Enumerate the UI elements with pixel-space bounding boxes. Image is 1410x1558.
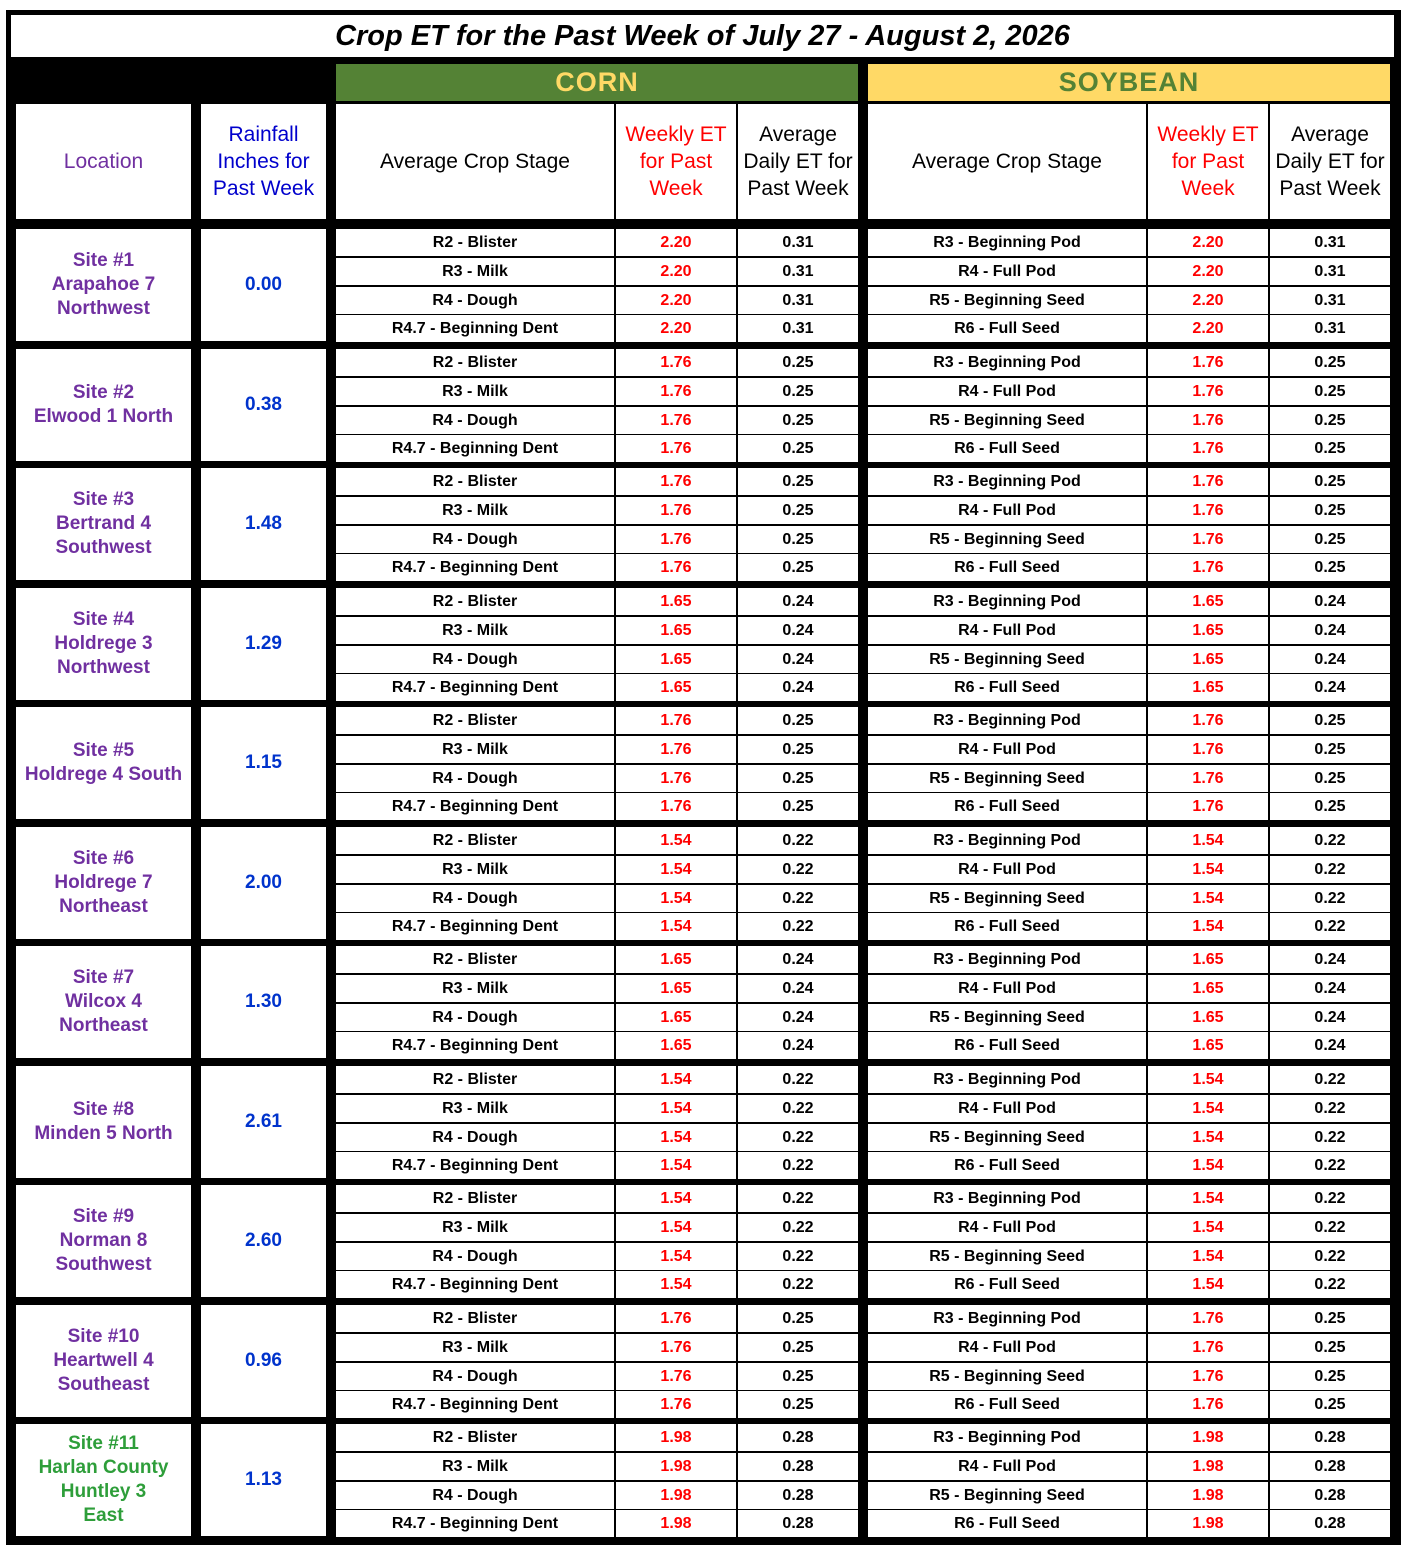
soy-stage: R4 - Full Pod — [868, 497, 1146, 524]
corn-daily-et: 0.22 — [738, 1095, 858, 1122]
site-location: Site #8 Minden 5 North — [16, 1066, 191, 1178]
soy-weekly-et: 1.65 — [1148, 1004, 1268, 1031]
soy-weekly-et: 1.76 — [1148, 765, 1268, 792]
location-header: Location — [16, 104, 191, 219]
soy-daily-et: 0.25 — [1270, 1391, 1390, 1418]
corn-weekly-et: 1.54 — [616, 1152, 736, 1179]
soy-daily-et: 0.31 — [1270, 287, 1390, 314]
corn-weekly-et: 1.54 — [616, 856, 736, 883]
soy-weekly-et: 1.76 — [1148, 554, 1268, 581]
soy-stage: R5 - Beginning Seed — [868, 1124, 1146, 1151]
corn-daily-et: 0.25 — [738, 407, 858, 434]
corn-daily-et: 0.22 — [738, 1185, 858, 1212]
soy-weekly-et: 1.65 — [1148, 646, 1268, 673]
soy-weekly-et: 1.76 — [1148, 468, 1268, 495]
corn-stage: R2 - Blister — [336, 707, 614, 734]
soy-daily-et: 0.22 — [1270, 1243, 1390, 1270]
soy-weekly-et-header: Weekly ET for Past Week — [1148, 104, 1268, 219]
corn-weekly-et: 2.20 — [616, 315, 736, 342]
soy-weekly-et: 1.65 — [1148, 588, 1268, 615]
corn-daily-et: 0.22 — [738, 885, 858, 912]
soy-daily-et: 0.25 — [1270, 1363, 1390, 1390]
corn-stage: R2 - Blister — [336, 588, 614, 615]
soy-daily-et: 0.24 — [1270, 1032, 1390, 1059]
soy-weekly-et: 1.54 — [1148, 913, 1268, 940]
corn-daily-et: 0.24 — [738, 1004, 858, 1031]
soy-weekly-et: 1.54 — [1148, 1152, 1268, 1179]
corn-weekly-et: 1.76 — [616, 554, 736, 581]
soy-stage: R6 - Full Seed — [868, 1152, 1146, 1179]
corn-daily-et: 0.25 — [738, 736, 858, 763]
soy-daily-et: 0.22 — [1270, 913, 1390, 940]
soy-daily-et: 0.25 — [1270, 1305, 1390, 1332]
corn-stage: R3 - Milk — [336, 1334, 614, 1361]
corn-daily-et: 0.25 — [738, 497, 858, 524]
corn-daily-et: 0.25 — [738, 378, 858, 405]
corn-daily-et: 0.28 — [738, 1424, 858, 1451]
corn-weekly-et: 1.98 — [616, 1424, 736, 1451]
corn-weekly-et-header: Weekly ET for Past Week — [616, 104, 736, 219]
soy-stage-header: Average Crop Stage — [868, 104, 1146, 219]
site-rainfall: 0.38 — [201, 349, 326, 461]
corn-daily-et: 0.31 — [738, 287, 858, 314]
soy-weekly-et: 1.65 — [1148, 975, 1268, 1002]
soy-daily-et: 0.28 — [1270, 1510, 1390, 1537]
soy-weekly-et: 1.76 — [1148, 1305, 1268, 1332]
corn-daily-et: 0.24 — [738, 674, 858, 701]
corn-stage: R3 - Milk — [336, 258, 614, 285]
soy-weekly-et: 1.54 — [1148, 1271, 1268, 1298]
soy-stage: R6 - Full Seed — [868, 1510, 1146, 1537]
corn-daily-et: 0.31 — [738, 315, 858, 342]
corn-weekly-et: 1.76 — [616, 378, 736, 405]
soy-daily-et: 0.22 — [1270, 1271, 1390, 1298]
corn-stage: R3 - Milk — [336, 1453, 614, 1480]
corn-stage: R4 - Dough — [336, 885, 614, 912]
corn-stage: R2 - Blister — [336, 1066, 614, 1093]
soy-stage: R6 - Full Seed — [868, 913, 1146, 940]
corn-stage: R3 - Milk — [336, 1214, 614, 1241]
soy-weekly-et: 1.98 — [1148, 1510, 1268, 1537]
site-location: Site #1 Arapahoe 7 Northwest — [16, 229, 191, 341]
soy-weekly-et: 1.76 — [1148, 736, 1268, 763]
site-rainfall: 2.60 — [201, 1185, 326, 1297]
soy-weekly-et: 1.54 — [1148, 1243, 1268, 1270]
corn-daily-et: 0.22 — [738, 827, 858, 854]
soy-weekly-et: 1.54 — [1148, 1185, 1268, 1212]
corn-weekly-et: 1.54 — [616, 1066, 736, 1093]
soy-stage: R3 - Beginning Pod — [868, 1424, 1146, 1451]
corn-weekly-et: 1.76 — [616, 1334, 736, 1361]
corn-daily-et: 0.24 — [738, 946, 858, 973]
corn-stage: R2 - Blister — [336, 349, 614, 376]
corn-daily-et: 0.25 — [738, 468, 858, 495]
soy-weekly-et: 1.76 — [1148, 435, 1268, 462]
soy-weekly-et: 1.98 — [1148, 1482, 1268, 1509]
corn-weekly-et: 1.65 — [616, 975, 736, 1002]
soy-daily-et: 0.25 — [1270, 526, 1390, 553]
corn-daily-et: 0.25 — [738, 435, 858, 462]
corn-daily-et: 0.24 — [738, 1032, 858, 1059]
corn-daily-et: 0.22 — [738, 1214, 858, 1241]
corn-weekly-et: 2.20 — [616, 258, 736, 285]
site-location: Site #9 Norman 8 Southwest — [16, 1185, 191, 1297]
corn-weekly-et: 1.76 — [616, 793, 736, 820]
soy-daily-et: 0.22 — [1270, 856, 1390, 883]
soy-stage: R6 - Full Seed — [868, 1391, 1146, 1418]
corn-daily-et: 0.25 — [738, 526, 858, 553]
corn-weekly-et: 1.54 — [616, 913, 736, 940]
corn-stage: R4.7 - Beginning Dent — [336, 1391, 614, 1418]
corn-weekly-et: 1.76 — [616, 1305, 736, 1332]
soy-daily-et: 0.24 — [1270, 674, 1390, 701]
site-location: Site #10 Heartwell 4 Southeast — [16, 1305, 191, 1417]
corn-daily-et: 0.25 — [738, 554, 858, 581]
soy-stage: R4 - Full Pod — [868, 258, 1146, 285]
soy-weekly-et: 1.76 — [1148, 1363, 1268, 1390]
corn-stage: R4 - Dough — [336, 1243, 614, 1270]
soy-stage: R5 - Beginning Seed — [868, 885, 1146, 912]
soy-daily-et: 0.25 — [1270, 765, 1390, 792]
soy-daily-et: 0.22 — [1270, 827, 1390, 854]
corn-daily-et: 0.25 — [738, 349, 858, 376]
soy-daily-et: 0.25 — [1270, 1334, 1390, 1361]
soy-stage: R5 - Beginning Seed — [868, 646, 1146, 673]
soy-stage: R6 - Full Seed — [868, 674, 1146, 701]
corn-stage: R4.7 - Beginning Dent — [336, 554, 614, 581]
soy-weekly-et: 1.54 — [1148, 1214, 1268, 1241]
page-title: Crop ET for the Past Week of July 27 - August 2, 2026 — [11, 15, 1394, 57]
soy-stage: R3 - Beginning Pod — [868, 229, 1146, 256]
soy-daily-et: 0.25 — [1270, 554, 1390, 581]
corn-weekly-et: 1.54 — [616, 827, 736, 854]
corn-daily-et: 0.22 — [738, 1124, 858, 1151]
soy-stage: R3 - Beginning Pod — [868, 827, 1146, 854]
site-rainfall: 0.00 — [201, 229, 326, 341]
corn-stage: R3 - Milk — [336, 617, 614, 644]
corn-daily-et: 0.22 — [738, 1243, 858, 1270]
corn-stage: R3 - Milk — [336, 378, 614, 405]
soy-stage: R4 - Full Pod — [868, 975, 1146, 1002]
corn-weekly-et: 1.65 — [616, 674, 736, 701]
soy-daily-et: 0.22 — [1270, 1185, 1390, 1212]
corn-daily-et-header: Average Daily ET for Past Week — [738, 104, 858, 219]
corn-stage: R4.7 - Beginning Dent — [336, 1510, 614, 1537]
site-location: Site #6 Holdrege 7 Northeast — [16, 827, 191, 939]
soy-weekly-et: 2.20 — [1148, 258, 1268, 285]
corn-weekly-et: 1.65 — [616, 646, 736, 673]
soy-weekly-et: 1.65 — [1148, 946, 1268, 973]
soy-daily-et: 0.22 — [1270, 1066, 1390, 1093]
soy-daily-et: 0.24 — [1270, 946, 1390, 973]
soy-daily-et: 0.24 — [1270, 588, 1390, 615]
site-location: Site #5 Holdrege 4 South — [16, 707, 191, 819]
corn-weekly-et: 1.54 — [616, 1214, 736, 1241]
corn-daily-et: 0.22 — [738, 1152, 858, 1179]
corn-weekly-et: 1.76 — [616, 497, 736, 524]
soy-weekly-et: 1.54 — [1148, 827, 1268, 854]
soy-weekly-et: 1.76 — [1148, 1391, 1268, 1418]
soy-daily-et: 0.28 — [1270, 1453, 1390, 1480]
soy-stage: R3 - Beginning Pod — [868, 946, 1146, 973]
corn-stage: R3 - Milk — [336, 856, 614, 883]
soy-stage: R3 - Beginning Pod — [868, 468, 1146, 495]
soy-daily-et: 0.22 — [1270, 885, 1390, 912]
soy-stage: R4 - Full Pod — [868, 1453, 1146, 1480]
corn-stage: R2 - Blister — [336, 1424, 614, 1451]
corn-stage: R4.7 - Beginning Dent — [336, 1152, 614, 1179]
corn-daily-et: 0.25 — [738, 1334, 858, 1361]
corn-daily-et: 0.25 — [738, 793, 858, 820]
soy-daily-et: 0.28 — [1270, 1482, 1390, 1509]
corn-daily-et: 0.25 — [738, 707, 858, 734]
soy-stage: R3 - Beginning Pod — [868, 707, 1146, 734]
soy-stage: R4 - Full Pod — [868, 378, 1146, 405]
corn-weekly-et: 1.76 — [616, 468, 736, 495]
corn-daily-et: 0.28 — [738, 1453, 858, 1480]
corn-weekly-et: 1.76 — [616, 1363, 736, 1390]
corn-weekly-et: 1.54 — [616, 1124, 736, 1151]
corn-weekly-et: 1.65 — [616, 1032, 736, 1059]
corn-weekly-et: 1.54 — [616, 1271, 736, 1298]
soy-daily-et: 0.22 — [1270, 1124, 1390, 1151]
corn-weekly-et: 1.98 — [616, 1482, 736, 1509]
corn-weekly-et: 1.65 — [616, 946, 736, 973]
soy-weekly-et: 2.20 — [1148, 287, 1268, 314]
soy-weekly-et: 1.76 — [1148, 349, 1268, 376]
corn-stage: R3 - Milk — [336, 497, 614, 524]
soy-stage: R5 - Beginning Seed — [868, 287, 1146, 314]
corn-daily-et: 0.24 — [738, 588, 858, 615]
corn-stage: R4 - Dough — [336, 1124, 614, 1151]
corn-weekly-et: 1.76 — [616, 707, 736, 734]
corn-weekly-et: 1.76 — [616, 526, 736, 553]
corn-stage: R4 - Dough — [336, 407, 614, 434]
corn-stage: R2 - Blister — [336, 229, 614, 256]
site-rainfall: 2.61 — [201, 1066, 326, 1178]
corn-stage: R2 - Blister — [336, 1185, 614, 1212]
soy-daily-et: 0.31 — [1270, 315, 1390, 342]
soy-stage: R5 - Beginning Seed — [868, 765, 1146, 792]
site-rainfall: 1.30 — [201, 946, 326, 1058]
soy-daily-et: 0.25 — [1270, 468, 1390, 495]
soy-weekly-et: 1.76 — [1148, 1334, 1268, 1361]
soy-daily-et: 0.25 — [1270, 407, 1390, 434]
soy-weekly-et: 1.54 — [1148, 1095, 1268, 1122]
soy-stage: R4 - Full Pod — [868, 617, 1146, 644]
soy-stage: R4 - Full Pod — [868, 1334, 1146, 1361]
corn-stage: R4 - Dough — [336, 1482, 614, 1509]
corn-weekly-et: 2.20 — [616, 229, 736, 256]
soy-weekly-et: 1.65 — [1148, 1032, 1268, 1059]
corn-stage: R4.7 - Beginning Dent — [336, 315, 614, 342]
soy-stage: R4 - Full Pod — [868, 1095, 1146, 1122]
site-location: Site #11 Harlan County Huntley 3 East — [16, 1424, 191, 1536]
soy-daily-et: 0.31 — [1270, 258, 1390, 285]
soy-stage: R4 - Full Pod — [868, 1214, 1146, 1241]
site-rainfall: 1.15 — [201, 707, 326, 819]
corn-daily-et: 0.25 — [738, 1363, 858, 1390]
corn-weekly-et: 1.76 — [616, 407, 736, 434]
corn-stage: R4.7 - Beginning Dent — [336, 674, 614, 701]
corn-daily-et: 0.28 — [738, 1510, 858, 1537]
corn-weekly-et: 1.54 — [616, 1243, 736, 1270]
soy-daily-et: 0.24 — [1270, 646, 1390, 673]
corn-daily-et: 0.24 — [738, 646, 858, 673]
corn-stage: R4.7 - Beginning Dent — [336, 793, 614, 820]
corn-stage: R4.7 - Beginning Dent — [336, 913, 614, 940]
soy-weekly-et: 1.54 — [1148, 1124, 1268, 1151]
corn-daily-et: 0.22 — [738, 1066, 858, 1093]
soy-stage: R6 - Full Seed — [868, 793, 1146, 820]
soy-stage: R3 - Beginning Pod — [868, 1066, 1146, 1093]
soy-weekly-et: 1.98 — [1148, 1424, 1268, 1451]
corn-stage: R3 - Milk — [336, 975, 614, 1002]
site-rainfall: 1.13 — [201, 1424, 326, 1536]
corn-weekly-et: 1.98 — [616, 1453, 736, 1480]
soy-daily-et: 0.28 — [1270, 1424, 1390, 1451]
soy-stage: R3 - Beginning Pod — [868, 1185, 1146, 1212]
soy-weekly-et: 1.76 — [1148, 378, 1268, 405]
soy-daily-et: 0.31 — [1270, 229, 1390, 256]
site-location: Site #3 Bertrand 4 Southwest — [16, 468, 191, 580]
soy-weekly-et: 1.98 — [1148, 1453, 1268, 1480]
corn-weekly-et: 1.76 — [616, 765, 736, 792]
corn-daily-et: 0.25 — [738, 765, 858, 792]
soy-weekly-et: 2.20 — [1148, 315, 1268, 342]
soy-stage: R6 - Full Seed — [868, 315, 1146, 342]
corn-daily-et: 0.22 — [738, 1271, 858, 1298]
corn-stage: R4 - Dough — [336, 526, 614, 553]
corn-stage: R4 - Dough — [336, 1004, 614, 1031]
corn-daily-et: 0.25 — [738, 1391, 858, 1418]
site-rainfall: 2.00 — [201, 827, 326, 939]
rainfall-header: Rainfall Inches for Past Week — [201, 104, 326, 219]
corn-daily-et: 0.24 — [738, 617, 858, 644]
soy-daily-et: 0.22 — [1270, 1095, 1390, 1122]
corn-weekly-et: 1.65 — [616, 617, 736, 644]
site-rainfall: 0.96 — [201, 1305, 326, 1417]
corn-stage: R2 - Blister — [336, 1305, 614, 1332]
corn-stage: R2 - Blister — [336, 946, 614, 973]
corn-daily-et: 0.22 — [738, 913, 858, 940]
corn-weekly-et: 1.76 — [616, 435, 736, 462]
soy-weekly-et: 1.54 — [1148, 1066, 1268, 1093]
site-location: Site #7 Wilcox 4 Northeast — [16, 946, 191, 1058]
corn-weekly-et: 1.65 — [616, 588, 736, 615]
corn-stage-header: Average Crop Stage — [336, 104, 614, 219]
corn-daily-et: 0.31 — [738, 229, 858, 256]
soy-stage: R4 - Full Pod — [868, 736, 1146, 763]
corn-daily-et: 0.31 — [738, 258, 858, 285]
corn-stage: R4 - Dough — [336, 287, 614, 314]
corn-stage: R4 - Dough — [336, 646, 614, 673]
corn-weekly-et: 1.98 — [616, 1510, 736, 1537]
corn-weekly-et: 2.20 — [616, 287, 736, 314]
corn-weekly-et: 1.76 — [616, 349, 736, 376]
corn-stage: R2 - Blister — [336, 468, 614, 495]
soy-stage: R5 - Beginning Seed — [868, 407, 1146, 434]
site-rainfall: 1.29 — [201, 588, 326, 700]
soy-weekly-et: 2.20 — [1148, 229, 1268, 256]
soy-stage: R5 - Beginning Seed — [868, 1243, 1146, 1270]
soy-stage: R5 - Beginning Seed — [868, 1363, 1146, 1390]
soy-weekly-et: 1.65 — [1148, 674, 1268, 701]
corn-daily-et: 0.24 — [738, 975, 858, 1002]
soy-stage: R6 - Full Seed — [868, 1032, 1146, 1059]
corn-daily-et: 0.28 — [738, 1482, 858, 1509]
site-rainfall: 1.48 — [201, 468, 326, 580]
soy-daily-et: 0.25 — [1270, 793, 1390, 820]
site-location: Site #4 Holdrege 3 Northwest — [16, 588, 191, 700]
soy-stage: R3 - Beginning Pod — [868, 1305, 1146, 1332]
soy-daily-et: 0.22 — [1270, 1152, 1390, 1179]
soybean-header: SOYBEAN — [868, 64, 1390, 101]
soy-stage: R5 - Beginning Seed — [868, 526, 1146, 553]
corn-header: CORN — [336, 64, 858, 101]
corn-stage: R2 - Blister — [336, 827, 614, 854]
soy-weekly-et: 1.65 — [1148, 617, 1268, 644]
corn-weekly-et: 1.54 — [616, 1095, 736, 1122]
corn-weekly-et: 1.65 — [616, 1004, 736, 1031]
soy-daily-et: 0.25 — [1270, 435, 1390, 462]
soy-stage: R6 - Full Seed — [868, 554, 1146, 581]
site-location: Site #2 Elwood 1 North — [16, 349, 191, 461]
corn-weekly-et: 1.76 — [616, 1391, 736, 1418]
corn-stage: R3 - Milk — [336, 1095, 614, 1122]
soy-weekly-et: 1.54 — [1148, 885, 1268, 912]
soy-stage: R5 - Beginning Seed — [868, 1004, 1146, 1031]
corn-stage: R3 - Milk — [336, 736, 614, 763]
soy-weekly-et: 1.76 — [1148, 707, 1268, 734]
soy-daily-et: 0.24 — [1270, 617, 1390, 644]
soy-daily-et: 0.25 — [1270, 378, 1390, 405]
soy-daily-et: 0.25 — [1270, 707, 1390, 734]
soy-stage: R4 - Full Pod — [868, 856, 1146, 883]
soy-daily-et: 0.25 — [1270, 736, 1390, 763]
soy-stage: R6 - Full Seed — [868, 1271, 1146, 1298]
soy-daily-et-header: Average Daily ET for Past Week — [1270, 104, 1390, 219]
soy-stage: R3 - Beginning Pod — [868, 588, 1146, 615]
corn-weekly-et: 1.54 — [616, 1185, 736, 1212]
soy-daily-et: 0.24 — [1270, 1004, 1390, 1031]
soy-weekly-et: 1.76 — [1148, 526, 1268, 553]
soy-weekly-et: 1.76 — [1148, 407, 1268, 434]
soy-daily-et: 0.25 — [1270, 349, 1390, 376]
soy-daily-et: 0.25 — [1270, 497, 1390, 524]
soy-stage: R6 - Full Seed — [868, 435, 1146, 462]
soy-stage: R3 - Beginning Pod — [868, 349, 1146, 376]
corn-stage: R4.7 - Beginning Dent — [336, 435, 614, 462]
corn-weekly-et: 1.76 — [616, 736, 736, 763]
soy-daily-et: 0.22 — [1270, 1214, 1390, 1241]
soy-weekly-et: 1.76 — [1148, 497, 1268, 524]
corn-daily-et: 0.25 — [738, 1305, 858, 1332]
corn-stage: R4.7 - Beginning Dent — [336, 1271, 614, 1298]
corn-stage: R4.7 - Beginning Dent — [336, 1032, 614, 1059]
soy-daily-et: 0.24 — [1270, 975, 1390, 1002]
corn-stage: R4 - Dough — [336, 1363, 614, 1390]
soy-stage: R5 - Beginning Seed — [868, 1482, 1146, 1509]
soy-weekly-et: 1.54 — [1148, 856, 1268, 883]
soy-weekly-et: 1.76 — [1148, 793, 1268, 820]
corn-daily-et: 0.22 — [738, 856, 858, 883]
corn-weekly-et: 1.54 — [616, 885, 736, 912]
corn-stage: R4 - Dough — [336, 765, 614, 792]
